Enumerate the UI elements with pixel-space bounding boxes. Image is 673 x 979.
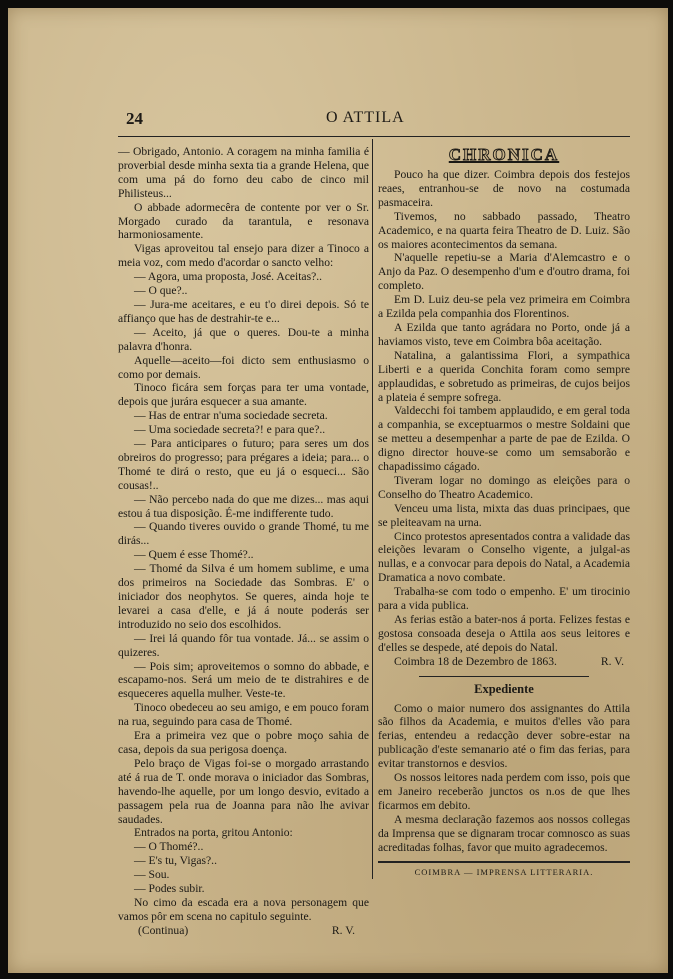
- paragraph: — Para anticipares o futuro; para seres um dos obreiros do progresso; para prégares a ideia; para... o Thomé te dirá o resto, que eu já o esqueci... São cousas!..: [118, 437, 369, 492]
- paragraph: O abbade adormecêra de contente por ver o Sr. Morgado curado da tarantula, e resonava harmoniosamente.: [118, 200, 369, 242]
- paragraph: — Pois sim; aproveitemos o somno do abbade, e escapamo-nos. Será um meio de te distrahires e de esqueceres aquella mulher. Veste-te.: [118, 659, 369, 701]
- paragraph: Como o maior numero dos assignantes do Attila são filhos da Academia, e muitos d'elles vão para ferias, entendeu a redacção dever sobre-estar na publicação d'este semanario até o fim das ferias, para evitar transtornos e desvios.: [378, 701, 630, 771]
- paragraph: — Não percebo nada do que me dizes... mas aqui estou á tua disposição. É-me indifferente tudo.: [118, 492, 369, 520]
- paragraph: Valdecchi foi tambem applaudido, e em geral toda a companhia, se exceptuarmos o mestre Soldaini que se metteu a desempenhar a parte de pae de Ezilda. O digno director houve-se como um semsaborão e chapadissimo cágado.: [378, 404, 630, 474]
- paragraph: As ferias estão a bater-nos á porta. Felizes festas e gostosa consoada deseja o Attila aos seus leitores e d'elles se despede, até depois do Natal.: [378, 613, 630, 654]
- right-column: [378, 145, 630, 879]
- paragraph: — E's tu, Vigas?..: [134, 854, 217, 868]
- expediente-heading: Expediente: [474, 681, 534, 696]
- paragraph: Entrados na porta, gritou Antonio:: [134, 826, 293, 840]
- paragraph: Venceu uma lista, mixta das duas principaes, que se pleiteavam na urna.: [378, 501, 630, 529]
- date-text: Coimbra 18 de Dezembro de 1863.: [394, 654, 557, 668]
- paragraph: — Jura-me aceitares, e eu t'o direi depois. Só te affianço que has de destrahir-te e...: [118, 297, 369, 325]
- paragraph: N'aquelle repetiu-se a Maria d'Alemcastro e o Anjo da Paz. O desempenho d'um e d'outro drama, foi completo.: [378, 251, 630, 293]
- paragraph: Trabalha-se com todo o empenho. E' um tirocinio para a vida publica.: [378, 585, 630, 613]
- paragraph: — Aceito, já que o queres. Dou-te a minha palavra d'honra.: [118, 325, 369, 353]
- author-signature: R. V.: [600, 654, 624, 668]
- paragraph: Em D. Luiz deu-se pela vez primeira em Coimbra a Ezilda pela companhia dos Florentinos.: [378, 293, 630, 321]
- paragraph: Tiveram logar no domingo as eleições para o Conselho do Theatro Academico.: [378, 473, 630, 501]
- author-signature: R. V.: [331, 923, 355, 937]
- running-title: O ATTILA: [326, 109, 405, 126]
- paragraph: Tivemos, no sabbado passado, Theatro Academico, e na quarta feira Theatro de D. Luiz. São os maiores acontecimentos da semana.: [378, 209, 630, 251]
- page-number: 24: [126, 109, 143, 128]
- paragraph: — Agora, uma proposta, José. Aceitas?..: [134, 270, 323, 284]
- paragraph: — Quem é esse Thomé?..: [134, 548, 254, 562]
- paragraph: — Has de entrar n'uma sociedade secreta.: [134, 409, 328, 423]
- paragraph: — Irei lá quando fôr tua vontade. Já... se assim o quizeres.: [118, 631, 369, 659]
- paragraph: Os nossos leitores nada perdem com isso, pois que em Janeiro receberão junctos os n.os de que lhes ficarmos em debito.: [378, 771, 630, 812]
- paragraph: — Quando tiveres ouvido o grande Thomé, tu me dirás...: [118, 520, 369, 548]
- paragraph: Tinoco ficára sem forças para ter uma vontade, depois que jurára esquecer a sua amante.: [118, 381, 369, 409]
- paragraph: Era a primeira vez que o pobre moço sahia de casa, depois da sua perigosa doença.: [118, 729, 369, 756]
- header-rule: [118, 136, 630, 137]
- continua-note: (Continua): [138, 923, 189, 937]
- paragraph: A Ezilda que tanto agrádara no Porto, onde já a haviamos visto, teve em Coimbra bôa aceitação.: [378, 320, 630, 348]
- paragraph: Cinco protestos apresentados contra a validade das eleições levaram o Conselho vigente, a julgal-as nullas, e a convocar para depois do Natal, a Academia Dramatica a novo combate.: [378, 529, 630, 585]
- paragraph: — Podes subir.: [134, 882, 205, 896]
- paragraph: Pelo braço de Vigas foi-se o morgado arrastando até á rua de T. onde morava o iniciador das Sombras, havendo-lhe aquelle, por um longo desvio, evitado a passagem pela rua de Joanna para não lhe avivar saudades.: [118, 756, 369, 826]
- paragraph: — Uma sociedade secreta?! e para que?..: [134, 423, 326, 437]
- paragraph: Natalina, a galantissima Flori, a sympathica Liberti e a querida Conchita foram como sempre applaudidas, e sobretudo as primeiras, de cujos beijos a plateia é sempre sofrega.: [378, 348, 630, 404]
- paragraph: A mesma declaração fazemos aos nossos collegas da Imprensa que se dignaram trocar comnosco as suas acreditadas folhas, favor que muito agradecemos.: [378, 812, 630, 854]
- paragraph: — Obrigado, Antonio. A coragem na minha familia é proverbial desde minha sexta tia a grande Helena, que com uma pá do forno deu cabo de cinco mil Philisteus...: [118, 145, 369, 200]
- chronica-dateline: [378, 655, 630, 669]
- paragraph: Vigas aproveitou tal ensejo para dizer a Tinoco a meia voz, com medo d'acordar o sancto velho:: [118, 242, 369, 270]
- paragraph: — Thomé da Silva é um homem sublime, e uma dos primeiros na Sociedade das Sombras. E' o iniciador dos neophytos. Se queres, ainda hoje te levarei a casa d'elle, e já á noute poderás ser introduzido no seio dos escolhidos.: [118, 562, 369, 631]
- paragraph: Pouco ha que dizer. Coimbra depois dos festejos reaes, entranhou-se de novo na costumada pasmaceira.: [378, 168, 630, 209]
- paragraph: — Sou.: [134, 868, 170, 882]
- column-divider: [372, 139, 373, 879]
- paragraph: — O Thomé?..: [134, 840, 204, 854]
- printer-imprint: COIMBRA — IMPRENSA LITTERARIA.: [378, 861, 630, 880]
- continuation-line: [118, 924, 369, 938]
- paragraph: No cimo da escada era a nova personagem que vamos pôr em scena no capitulo seguinte.: [118, 895, 369, 923]
- chronica-heading: CHRONICA: [448, 145, 560, 164]
- paragraph: Aquelle—aceito—foi dicto sem enthusiasmo o como por demais.: [118, 353, 369, 381]
- paragraph: Tinoco obedeceu ao seu amigo, e em pouco foram na rua, seguindo para casa de Thomé.: [118, 701, 369, 729]
- newspaper-page: [8, 8, 668, 973]
- paragraph: — O que?..: [134, 284, 188, 298]
- left-column: [118, 145, 369, 938]
- section-divider: [419, 676, 589, 677]
